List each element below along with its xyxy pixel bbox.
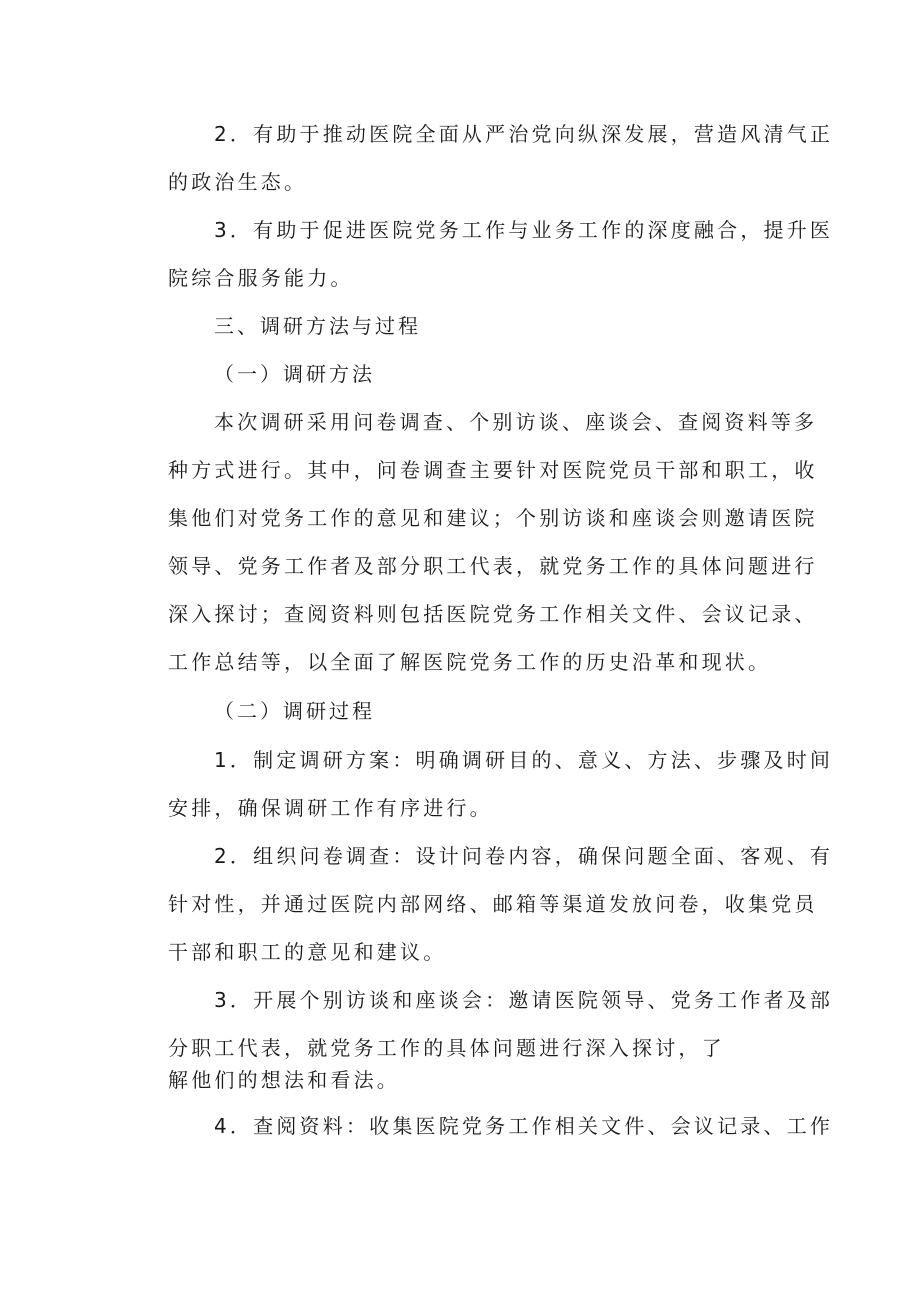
paragraph-line: 2．组织问卷调查：设计问卷内容，确保问题全面、客观、有 (214, 844, 834, 868)
paragraph-line: 本次调研采用问卷调查、个别访谈、座谈会、查阅资料等多 (214, 410, 818, 434)
paragraph-line: 的政治生态。 (168, 170, 308, 194)
paragraph-line: 解他们的想法和看法。 (168, 1068, 400, 1092)
subsection-heading: （一）调研方法 (214, 362, 375, 386)
section-heading: 三、调研方法与过程 (214, 314, 421, 338)
paragraph-line: 1．制定调研方案：明确调研目的、意义、方法、步骤及时间 (214, 748, 834, 772)
paragraph-line: 集他们对党务工作的意见和建议；个别访谈和座谈会则邀请医院 (168, 506, 818, 530)
paragraph-line: 分职工代表，就党务工作的具体问题进行深入探讨，了 (168, 1036, 725, 1060)
paragraph-line: 4．查阅资料：收集医院党务工作相关文件、会议记录、工作 (214, 1114, 834, 1138)
paragraph-line: 3．有助于促进医院党务工作与业务工作的深度融合，提升医 (214, 218, 834, 242)
paragraph-line: 工作总结等，以全面了解医院党务工作的历史沿革和现状。 (168, 650, 772, 674)
paragraph-line: 安排，确保调研工作有序进行。 (168, 796, 493, 820)
paragraph-line: 院综合服务能力。 (168, 266, 354, 290)
subsection-heading: （二）调研过程 (214, 699, 375, 723)
paragraph-line: 2．有助于推动医院全面从严治党向纵深发展，营造风清气正 (214, 122, 834, 146)
paragraph-line: 种方式进行。其中，问卷调查主要针对医院党员干部和职工，收 (168, 458, 818, 482)
paragraph-line: 领导、党务工作者及部分职工代表，就党务工作的具体问题进行 (168, 554, 818, 578)
paragraph-line: 针对性，并通过医院内部网络、邮箱等渠道发放问卷，收集党员 (168, 892, 818, 916)
paragraph-line: 3．开展个别访谈和座谈会：邀请医院领导、党务工作者及部 (214, 988, 834, 1012)
paragraph-line: 深入探讨；查阅资料则包括医院党务工作相关文件、会议记录、 (168, 602, 818, 626)
paragraph-line: 干部和职工的意见和建议。 (168, 940, 447, 964)
